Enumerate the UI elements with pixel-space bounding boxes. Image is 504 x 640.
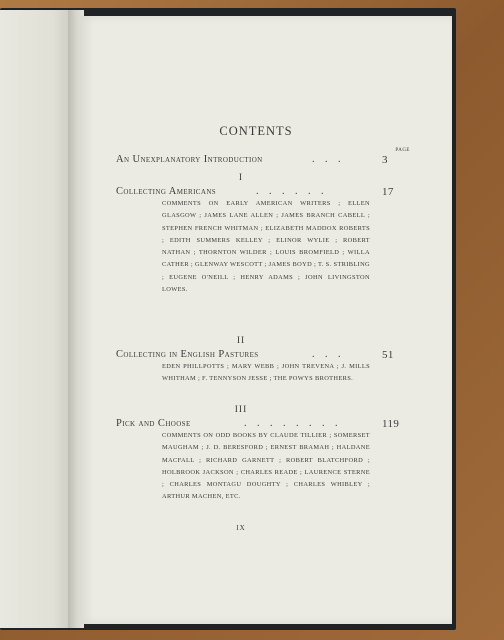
toc-entry-pick-and-choose <box>116 418 400 430</box>
toc-entry-introduction <box>116 154 394 165</box>
contents-page <box>80 16 452 624</box>
entry-subtopics: COMMENTS ON EARLY AMERICAN WRITERS ; ELLEN GLASGOW ; JAMES LANE ALLEN ; JAMES BRANCH CABELL ; STEPHEN FRENCH WHITMAN ; ELIZABETH MADDOX ROBERTS ; EDITH SUMMERS KELLEY ; ELINOR WYLIE ; ROBERT NATHAN ; THORNTON WILDER ; LOUIS BROMFIELD ; WILLA CATHER ; GLENWAY WESCOTT ; JAMES BOYD ; T. S. STRIBLING ; EUGENE O'NEILL ; HENRY ADAMS ; JOHN LIVINGSTON LOWES. <box>162 200 370 294</box>
page-folio: ix <box>236 523 246 533</box>
entry-title: Pick and Choose <box>116 418 191 429</box>
leader-dots: . . . <box>312 349 345 360</box>
page-column-header: PAGE <box>395 148 410 153</box>
toc-entry-english-pastures <box>116 349 394 360</box>
leader-dots: . . . <box>312 154 345 165</box>
left-page <box>0 10 76 628</box>
toc-entry-collecting-americans <box>116 186 394 197</box>
entry-subtopics: COMMENTS ON ODD BOOKS BY CLAUDE TILLIER ; SOMERSET MAUGHAM ; J. D. BERESFORD ; ERNEST BRAMAH ; HALDANE MACFALL ; RICHARD GARNETT ; ROBERT BLATCHFORD ; HOLBROOK JACKSON ; CHARLES READE ; LAURENCE STERNE ; CHARLES MONTAGU DOUGHTY ; CHARLES WHIBLEY ; ARTHUR MACHEN, ETC. <box>162 432 370 501</box>
section-numeral: III <box>234 405 248 415</box>
leader-dots: . . . . . . <box>256 186 328 197</box>
page-title: CONTENTS <box>219 124 293 138</box>
entry-title: An Unexplanatory Introduction <box>116 154 263 165</box>
entry-title: Collecting Americans <box>116 186 217 197</box>
entry-page-number: 3 <box>382 154 388 166</box>
entry-page-number: 119 <box>382 418 400 430</box>
entry-page-number: 51 <box>382 349 394 361</box>
entry-subtopics: EDEN PHILLPOTTS ; MARY WEBB ; JOHN TREVENA ; J. MILLS WHITHAM ; F. TENNYSON JESSE ; THE POWYS BROTHERS. <box>162 363 370 383</box>
section-numeral: II <box>236 336 246 346</box>
section-numeral: I <box>238 173 244 183</box>
entry-title: Collecting in English Pastures <box>116 349 259 360</box>
entry-page-number: 17 <box>382 186 394 198</box>
leader-dots: . . . . . . . . <box>244 418 342 429</box>
